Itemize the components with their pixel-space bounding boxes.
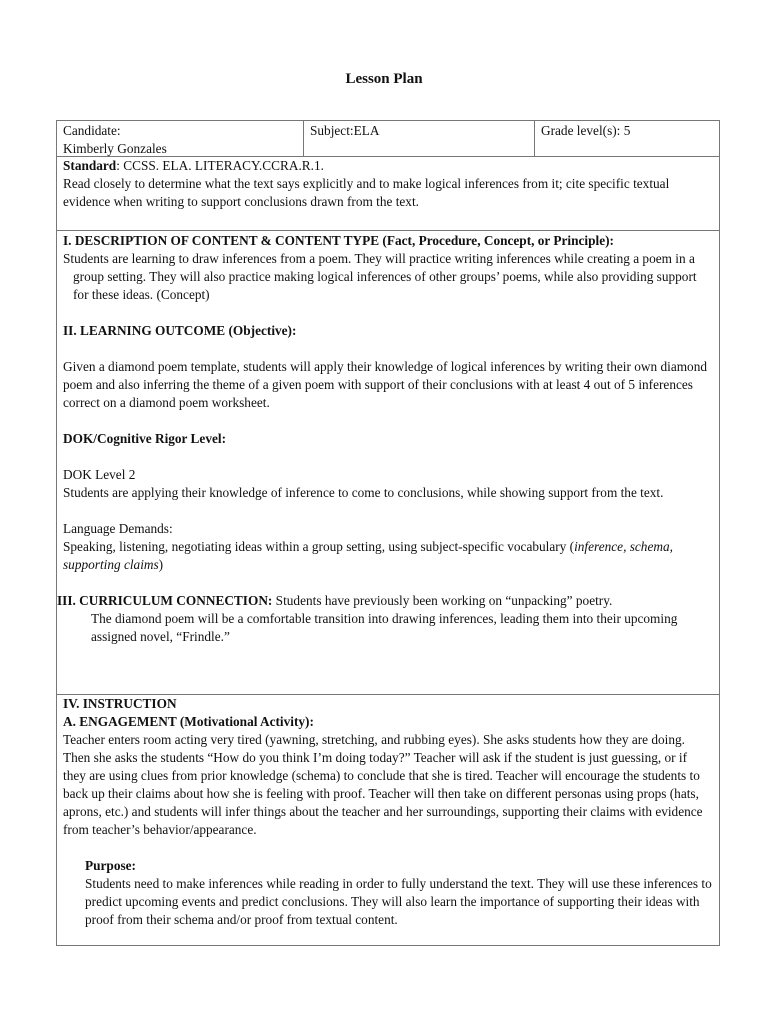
section1-text: Students are learning to draw inferences from a poem. They will practice writing inferences while creating a poem in a group setting. They will also practice making logical inferences of other groups’ poems, while also providing support for these ideas. (Concept) <box>63 251 697 302</box>
language-demands-close: ) <box>158 557 164 572</box>
dok-level: DOK Level 2 <box>63 467 136 482</box>
engagement-text: Teacher enters room acting very tired (yawning, stretching, and rubbing eyes). She asks students how they are doing. Then she asks the students “How do you think I’m doing today?” Teacher will ask if the student is just guessing, or if they are using clues from prior knowledge (schema) to conclude that she is tired. Teacher will encourage the students to back up their claims about how she is feeling with proof. Teacher will then take on different personas using props (hats, aprons, etc.) and students will infer things about the teacher and her surroundings, supporting their claims with evidence from teacher’s behavior/appearance. <box>63 732 703 837</box>
standard-box <box>57 157 719 231</box>
section2-heading-text: II. LEARNING OUTCOME (Objective): <box>63 323 297 338</box>
content-box <box>57 232 719 695</box>
dok-heading <box>63 430 713 448</box>
section2-text: Given a diamond poem template, students will apply their knowledge of logical inferences by writing their own diamond poem and also inferring the theme of a given poem with support of their conclusions with at least 4 out of 5 inferences correct on a diamond poem worksheet. <box>63 359 708 410</box>
subject-text: Subject:ELA <box>310 123 380 138</box>
purpose-block <box>63 857 713 929</box>
language-demands-label: Language Demands: <box>63 521 173 536</box>
page-title: Lesson Plan <box>345 71 423 87</box>
instruction-box <box>57 695 719 945</box>
section3-heading: III. CURRICULUM CONNECTION: <box>57 593 273 608</box>
subject-cell <box>304 121 535 156</box>
language-demands-terms: inference, schema, supporting claims <box>63 539 673 572</box>
grade-cell <box>535 121 719 156</box>
purpose-label <box>85 857 713 875</box>
section3-text-rest: The diamond poem will be a comfortable transition into drawing inferences, leading them into their upcoming assigned novel, “Frindle.” <box>91 611 678 644</box>
section4-heading-text: IV. INSTRUCTION <box>63 696 177 711</box>
language-demands-body: Speaking, listening, negotiating ideas within a group setting, using subject-specific vocabulary ( <box>63 539 575 554</box>
standard-label: Standard <box>63 158 117 173</box>
section1-heading-text: I. DESCRIPTION OF CONTENT & CONTENT TYPE (Fact, Procedure, Concept, or Principle): <box>63 233 614 248</box>
engagement-heading-text: A. ENGAGEMENT (Motivational Activity): <box>63 714 314 729</box>
section3-text-first: Students have previously been working on “unpacking” poetry. <box>272 593 613 608</box>
standard-line <box>63 157 713 175</box>
section3-line <box>57 592 713 610</box>
candidate-name: Kimberly Gonzales <box>63 141 167 156</box>
section2-heading <box>63 322 713 340</box>
candidate-label: Candidate: <box>63 123 121 138</box>
section4-heading <box>63 695 713 713</box>
purpose-label-text: Purpose: <box>85 858 136 873</box>
purpose-text: Students need to make inferences while reading in order to fully understand the text. They will use these inferences to predict upcoming events and predict conclusions. They will also learn the importance of supporting their ideas with proof from their schema and/or proof from textual content. <box>85 876 712 927</box>
language-demands-text <box>63 538 713 574</box>
lesson-plan-table <box>56 120 720 946</box>
candidate-cell <box>57 121 304 156</box>
section1-heading <box>63 232 713 250</box>
header-row <box>57 121 719 157</box>
engagement-heading <box>63 713 713 731</box>
dok-heading-text: DOK/Cognitive Rigor Level: <box>63 431 226 446</box>
standard-code: : CCSS. ELA. LITERACY.CCRA.R.1. <box>116 158 324 173</box>
grade-text: Grade level(s): 5 <box>541 123 631 138</box>
standard-text: Read closely to determine what the text says explicitly and to make logical inferences from it; cite specific textual evidence when writing to support conclusions drawn from the text. <box>63 176 670 209</box>
dok-text: Students are applying their knowledge of inference to come to conclusions, while showing support from the text. <box>63 485 664 500</box>
